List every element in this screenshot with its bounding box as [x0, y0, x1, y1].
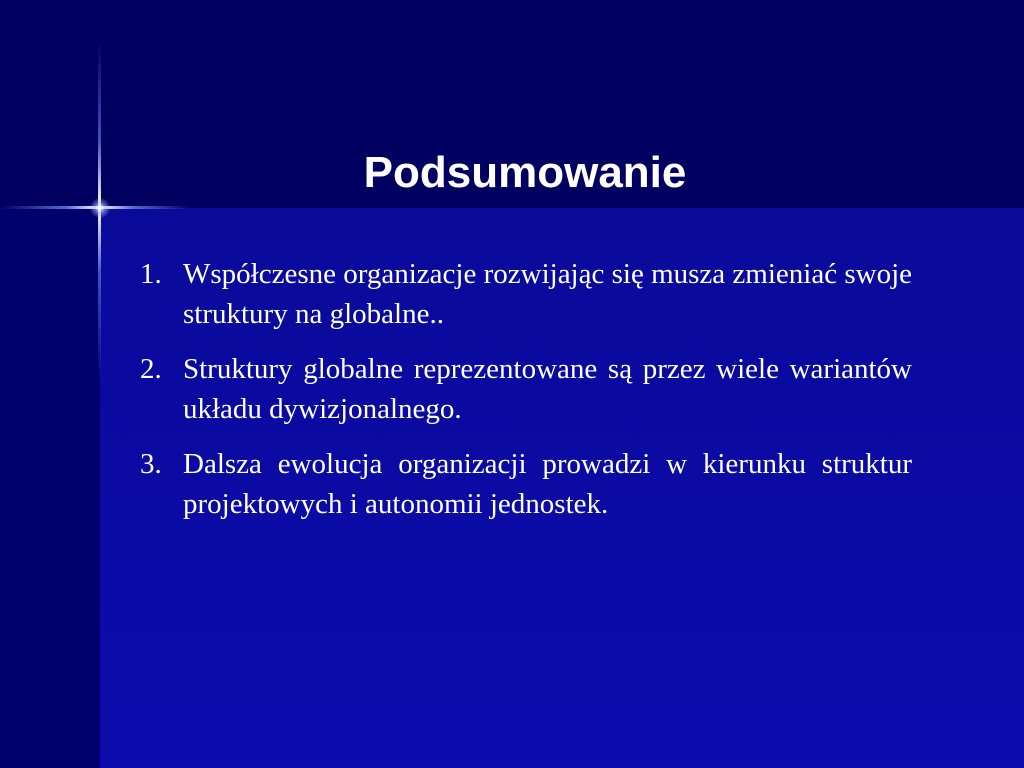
list-item — [140, 254, 912, 334]
list-item — [140, 349, 912, 429]
summary-list — [140, 254, 912, 539]
left-strip — [0, 208, 100, 768]
item-text: Struktury globalne reprezentowane są przez wiele wariantów układu dywizjonalnego. — [183, 353, 912, 425]
item-number: 3. — [140, 448, 162, 480]
sparkle-star-icon — [90, 198, 110, 218]
item-number: 1. — [140, 258, 162, 290]
item-text: Współczesne organizacje rozwijając się musza zmieniać swoje struktury na globalne.. — [183, 258, 912, 330]
item-text: Dalsza ewolucja organizacji prowadzi w kierunku struktur projektowych i autonomii jednostek. — [183, 448, 912, 520]
slide-title: Podsumowanie — [363, 148, 687, 197]
item-number: 2. — [140, 353, 162, 385]
list-item — [140, 444, 912, 524]
